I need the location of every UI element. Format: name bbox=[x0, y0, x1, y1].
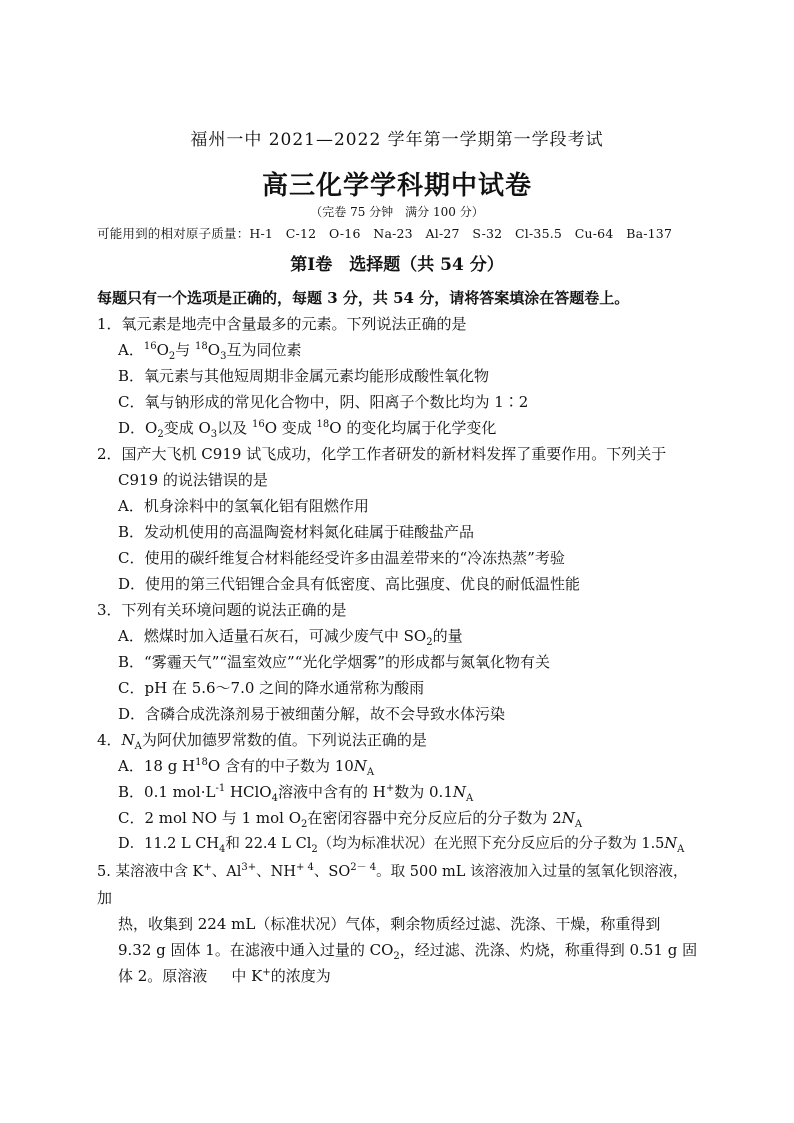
superscript: 3+ bbox=[241, 862, 257, 874]
subscript: A bbox=[366, 767, 375, 778]
superscript: 16 bbox=[143, 341, 157, 352]
question-3-option-b: B．“雾霾天气”“温室效应”“光化学烟雾”的形成都与氮氧化物有关 bbox=[118, 653, 551, 671]
question-text: 体 2。原溶液 bbox=[118, 967, 208, 985]
option-text: （均为标准状况）在光照下充分反应后的分子数为 1.5 bbox=[317, 836, 665, 852]
superscript: + bbox=[385, 783, 395, 794]
subscript: A bbox=[574, 819, 583, 830]
question-3-option-d: D．含磷合成洗涤剂易于被细菌分解，故不会导致水体污染 bbox=[118, 705, 506, 723]
subscript: 2 bbox=[311, 843, 318, 855]
option-text: 的量 bbox=[432, 627, 463, 645]
question-1-option-d bbox=[118, 418, 496, 438]
question-text: 、SO bbox=[313, 864, 351, 880]
option-text: O 变成 bbox=[264, 419, 317, 437]
formula-text: N bbox=[121, 731, 135, 749]
question-4-stem bbox=[97, 730, 427, 750]
subscript: 2 bbox=[168, 351, 176, 362]
school-exam-line: 福州一中 2021—2022 学年第一学期第一学段考试 bbox=[190, 130, 604, 150]
superscript: + 4 bbox=[295, 862, 314, 874]
question-1-option-b: B．氧元素与其他短周期非金属元素均能形成酸性氧化物 bbox=[118, 367, 490, 385]
question-2-stem: 2．国产大飞机 C919 试飞成功，化学工作者研发的新材料发挥了重要作用。下列关于 bbox=[97, 445, 667, 463]
formula-text: O bbox=[207, 341, 221, 359]
superscript: 2－ 4 bbox=[350, 862, 377, 874]
superscript: 16 bbox=[251, 419, 265, 430]
question-2-stem-continued: C919 的说法错误的是 bbox=[118, 471, 268, 489]
question-text: 的浓度为 bbox=[270, 967, 331, 985]
question-3-option-a bbox=[118, 626, 463, 646]
option-label: D． bbox=[118, 419, 146, 437]
question-text: 、Al bbox=[211, 864, 242, 880]
question-text: 中 K bbox=[231, 967, 263, 985]
superscript: 18 bbox=[195, 341, 208, 352]
question-text: 为阿伏加德罗常数的值。下列说法正确的是 bbox=[141, 731, 427, 749]
question-text: 。取 500 mL 该溶液加入过量的氢氧化钡溶液， bbox=[376, 864, 688, 880]
question-5-line-2: 加 bbox=[97, 889, 113, 907]
subscript: A bbox=[465, 793, 474, 804]
subscript: 2 bbox=[157, 429, 164, 440]
question-text: ，经过滤、洗涤、灼烧，称重得到 0.51 g 固 bbox=[399, 941, 698, 959]
subscript: 3 bbox=[220, 351, 227, 362]
question-2-option-a: A．机身涂料中的氢氧化铝有阻燃作用 bbox=[118, 497, 369, 515]
option-text: 互为同位素 bbox=[226, 341, 302, 359]
option-label: A． bbox=[118, 341, 144, 359]
question-text: 、NH bbox=[256, 864, 296, 880]
question-1-option-c: C．氧与钠形成的常见化合物中，阴、阳离子个数比均为 1∶2 bbox=[118, 393, 529, 411]
superscript: 18 bbox=[316, 419, 330, 430]
superscript: + bbox=[262, 967, 271, 978]
formula-text: N bbox=[664, 836, 678, 852]
option-text: B．0.1 mol·L bbox=[118, 783, 216, 801]
question-text: 5. 某溶液中含 K bbox=[97, 864, 204, 880]
formula-text: O bbox=[156, 341, 169, 359]
atomic-masses: 可能用到的相对原子质量：H-1 C-12 O-16 Na-23 Al-27 S-32 Cl-35.5 Cu-64 Ba-137 bbox=[97, 226, 673, 241]
question-1-stem: 1．氧元素是地壳中含量最多的元素。下列说法正确的是 bbox=[97, 315, 467, 333]
subscript: A bbox=[677, 843, 685, 855]
superscript: + bbox=[203, 862, 212, 874]
subscript: 2 bbox=[426, 637, 433, 648]
question-number: 4． bbox=[97, 731, 122, 749]
question-5-line-5 bbox=[118, 966, 331, 986]
option-text: A．18 g H bbox=[118, 757, 196, 775]
question-4-option-b bbox=[118, 782, 473, 802]
question-4-option-d bbox=[118, 834, 684, 854]
subscript: 2 bbox=[393, 951, 400, 962]
question-2-option-c: C．使用的碳纤维复合材料能经受许多由温差带来的“冷冻热蒸”考验 bbox=[118, 549, 565, 567]
formula-text: O bbox=[145, 419, 158, 437]
exam-info: （完卷 75 分钟 满分 100 分） bbox=[310, 205, 484, 219]
question-3-option-c: C．pH 在 5.6～7.0 之间的降水通常称为酸雨 bbox=[118, 679, 425, 697]
page-title: 高三化学学科期中试卷 bbox=[261, 171, 532, 201]
option-text: C．2 mol NO 与 1 mol O bbox=[118, 809, 301, 827]
option-text: O 的变化均属于化学变化 bbox=[329, 419, 497, 437]
formula-text: N bbox=[452, 783, 466, 801]
question-4-option-a bbox=[118, 756, 374, 776]
section-title: 第Ⅰ卷 选择题（共 54 分） bbox=[290, 255, 504, 275]
question-5-stem bbox=[97, 862, 688, 882]
question-2-option-d: D．使用的第三代铝锂合金具有低密度、高比强度、优良的耐低温性能 bbox=[118, 575, 581, 593]
option-text: D．11.2 L CH bbox=[118, 836, 219, 852]
question-text: 9.32 g 固体 1。在滤液中通入过量的 CO bbox=[118, 941, 394, 959]
subscript: A bbox=[134, 741, 142, 752]
superscript: 18 bbox=[195, 757, 208, 768]
subscript: 2 bbox=[301, 819, 308, 830]
option-text: A．燃煤时加入适量石灰石，可减少废气中 SO bbox=[118, 627, 427, 645]
option-text: O 含有的中子数为 10 bbox=[207, 757, 354, 775]
option-text: 数为 0.1 bbox=[394, 783, 453, 801]
question-1-option-a bbox=[118, 340, 301, 360]
subscript: 4 bbox=[219, 843, 226, 855]
question-5-line-4 bbox=[118, 940, 697, 960]
section-instruction: 每题只有一个选项是正确的，每题 3 分，共 54 分，请将答案填涂在答题卷上。 bbox=[97, 289, 630, 307]
option-text: 在密闭容器中充分反应后的分子数为 2 bbox=[307, 809, 562, 827]
option-text: 溶液中含有的 H bbox=[277, 783, 386, 801]
formula-text: N bbox=[353, 757, 367, 775]
question-2-option-b: B．发动机使用的高温陶瓷材料氮化硅属于硅酸盐产品 bbox=[118, 523, 475, 541]
question-5-line-3: 热，收集到 224 mL（标准状况）气体，剩余物质经过滤、洗涤、干燥，称重得到 bbox=[118, 915, 661, 933]
superscript: -1 bbox=[215, 783, 226, 794]
subscript: 4 bbox=[271, 793, 278, 804]
subscript: 3 bbox=[210, 429, 218, 440]
question-3-stem: 3．下列有关环境问题的说法正确的是 bbox=[97, 601, 347, 619]
question-4-option-c bbox=[118, 808, 582, 828]
formula-text: N bbox=[561, 809, 575, 827]
option-text: 以及 bbox=[217, 419, 252, 437]
option-text: 变成 O bbox=[163, 419, 211, 437]
option-text: 与 bbox=[175, 341, 196, 359]
option-text: 和 22.4 L Cl bbox=[225, 836, 312, 852]
option-text: HClO bbox=[225, 783, 272, 801]
